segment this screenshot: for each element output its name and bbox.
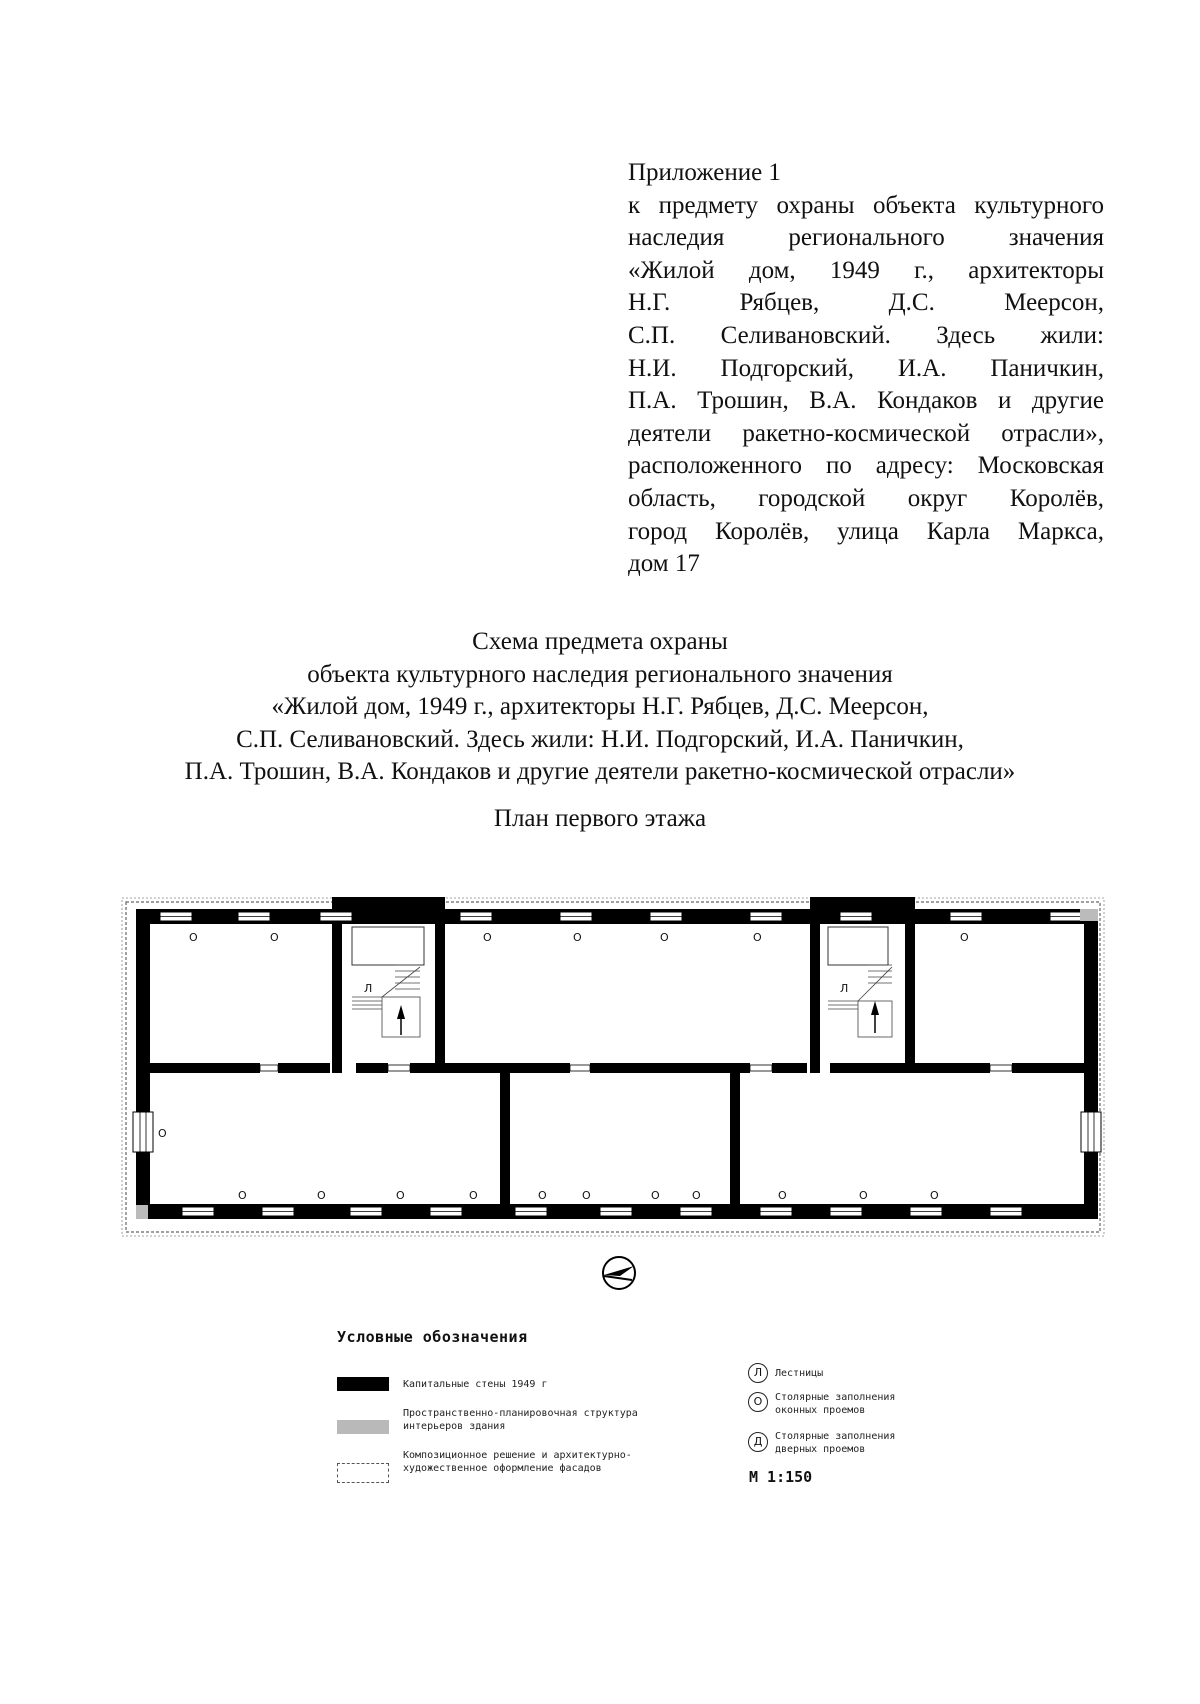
legend-walls-swatch [337,1377,389,1391]
plan-title: План первого этажа [493,805,707,832]
appendix-line: «Жилой дом, 1949 г., архитекторы [628,256,1104,284]
appendix-line: Н.Г. Рябцев, Д.С. Меерсон, [628,289,1104,317]
appendix-line: деятели ракетно-космической отрасли», [628,419,1104,447]
appendix-line: наследия регионального значения [628,224,1104,252]
legend-interior-swatch [337,1420,389,1434]
stairwell-2 [828,927,892,1037]
appendix-line: Н.И. Подгорский, И.А. Паничкин, [628,354,1104,382]
window-symbol: О [582,1189,591,1202]
window-symbol: О [778,1189,787,1202]
window-symbol: О [573,931,582,944]
legend-windows-line: Столярные заполнения [775,1392,896,1403]
legend-facade-line: Композиционное решение и архитектурно- [403,1450,632,1461]
legend-windows-text [775,1391,895,1417]
legend-doors-text [775,1430,895,1456]
legend-interior-line: интерьеров здания [403,1421,506,1432]
window-symbol: О [651,1189,660,1202]
window-symbol: О [317,1189,326,1202]
legend-walls-text: Капитальные стены 1949 г [403,1379,548,1390]
legend-doors-line: дверных проемов [775,1444,866,1455]
window-symbol: О [692,1189,701,1202]
appendix-line: С.П. Селивановский. Здесь жили: [628,321,1104,349]
doors-symbol-icon: Д [748,1432,768,1452]
floor-plan [120,897,1106,1242]
schema-title-block [0,626,1200,789]
window-symbol: О [483,931,492,944]
north-arrow-icon [600,1254,638,1292]
schema-title-line: С.П. Селивановский. Здесь жили: Н.И. Подгорский, И.А. Паничкин, [236,725,964,753]
legend-interior-text [403,1407,638,1433]
schema-title-line: П.А. Трошин, В.А. Кондаков и другие деятели ракетно-космической отрасли» [184,758,1016,786]
legend-heading: Условные обозначения [337,1328,528,1346]
appendix-line: город Королёв, улица Карла Маркса, [628,517,1104,545]
legend-stairs-text: Лестницы [775,1368,824,1379]
window-symbol: О [189,931,198,944]
window-symbol: О [238,1189,247,1202]
window-symbol: О [270,931,279,944]
window-symbol: О [538,1189,547,1202]
appendix-line: расположенного по адресу: Московская [628,452,1104,480]
window-symbol: О [660,931,669,944]
legend-facade-swatch [337,1463,389,1483]
stairs-symbol: Л [364,982,373,995]
appendix-line: дом 17 [628,550,700,578]
window-symbol: О [930,1189,939,1202]
window-symbol: О [859,1189,868,1202]
legend-doors-line: Столярные заполнения [775,1431,896,1442]
window-symbol: О [396,1189,405,1202]
schema-title-line: «Жилой дом, 1949 г., архитекторы Н.Г. Рябцев, Д.С. Меерсон, [271,693,929,721]
window-symbol: О [158,1127,167,1140]
schema-title-line: Схема предмета охраны [472,628,728,655]
window-symbol: О [960,931,969,944]
legend-facade-text [403,1449,632,1475]
window-symbol: О [469,1189,478,1202]
schema-title-line: объекта культурного наследия регионального значения [307,660,893,688]
stairs-symbol: Л [840,982,849,995]
scale-label: М 1:150 [749,1468,813,1486]
stairs-symbol-icon: Л [748,1363,768,1383]
window-symbol: О [753,931,762,944]
corner-hatch [1080,909,1098,921]
stairwell-1 [352,927,424,1037]
legend-facade-line: художественное оформление фасадов [403,1463,602,1474]
appendix-line: к предмету охраны объекта культурного [628,191,1104,219]
corner-hatch [136,1205,148,1219]
legend-windows-line: оконных проемов [775,1405,866,1416]
appendix-line: П.А. Трошин, В.А. Кондаков и другие [628,387,1104,415]
legend-interior-line: Пространственно-планировочная структура [403,1408,638,1419]
windows-side [133,1112,1101,1152]
appendix-block [628,157,1104,581]
appendix-line: область, городской округ Королёв, [628,484,1104,512]
windows-symbol-icon: О [748,1392,768,1412]
appendix-line: Приложение 1 [628,159,781,186]
capital-walls [136,897,1098,1219]
